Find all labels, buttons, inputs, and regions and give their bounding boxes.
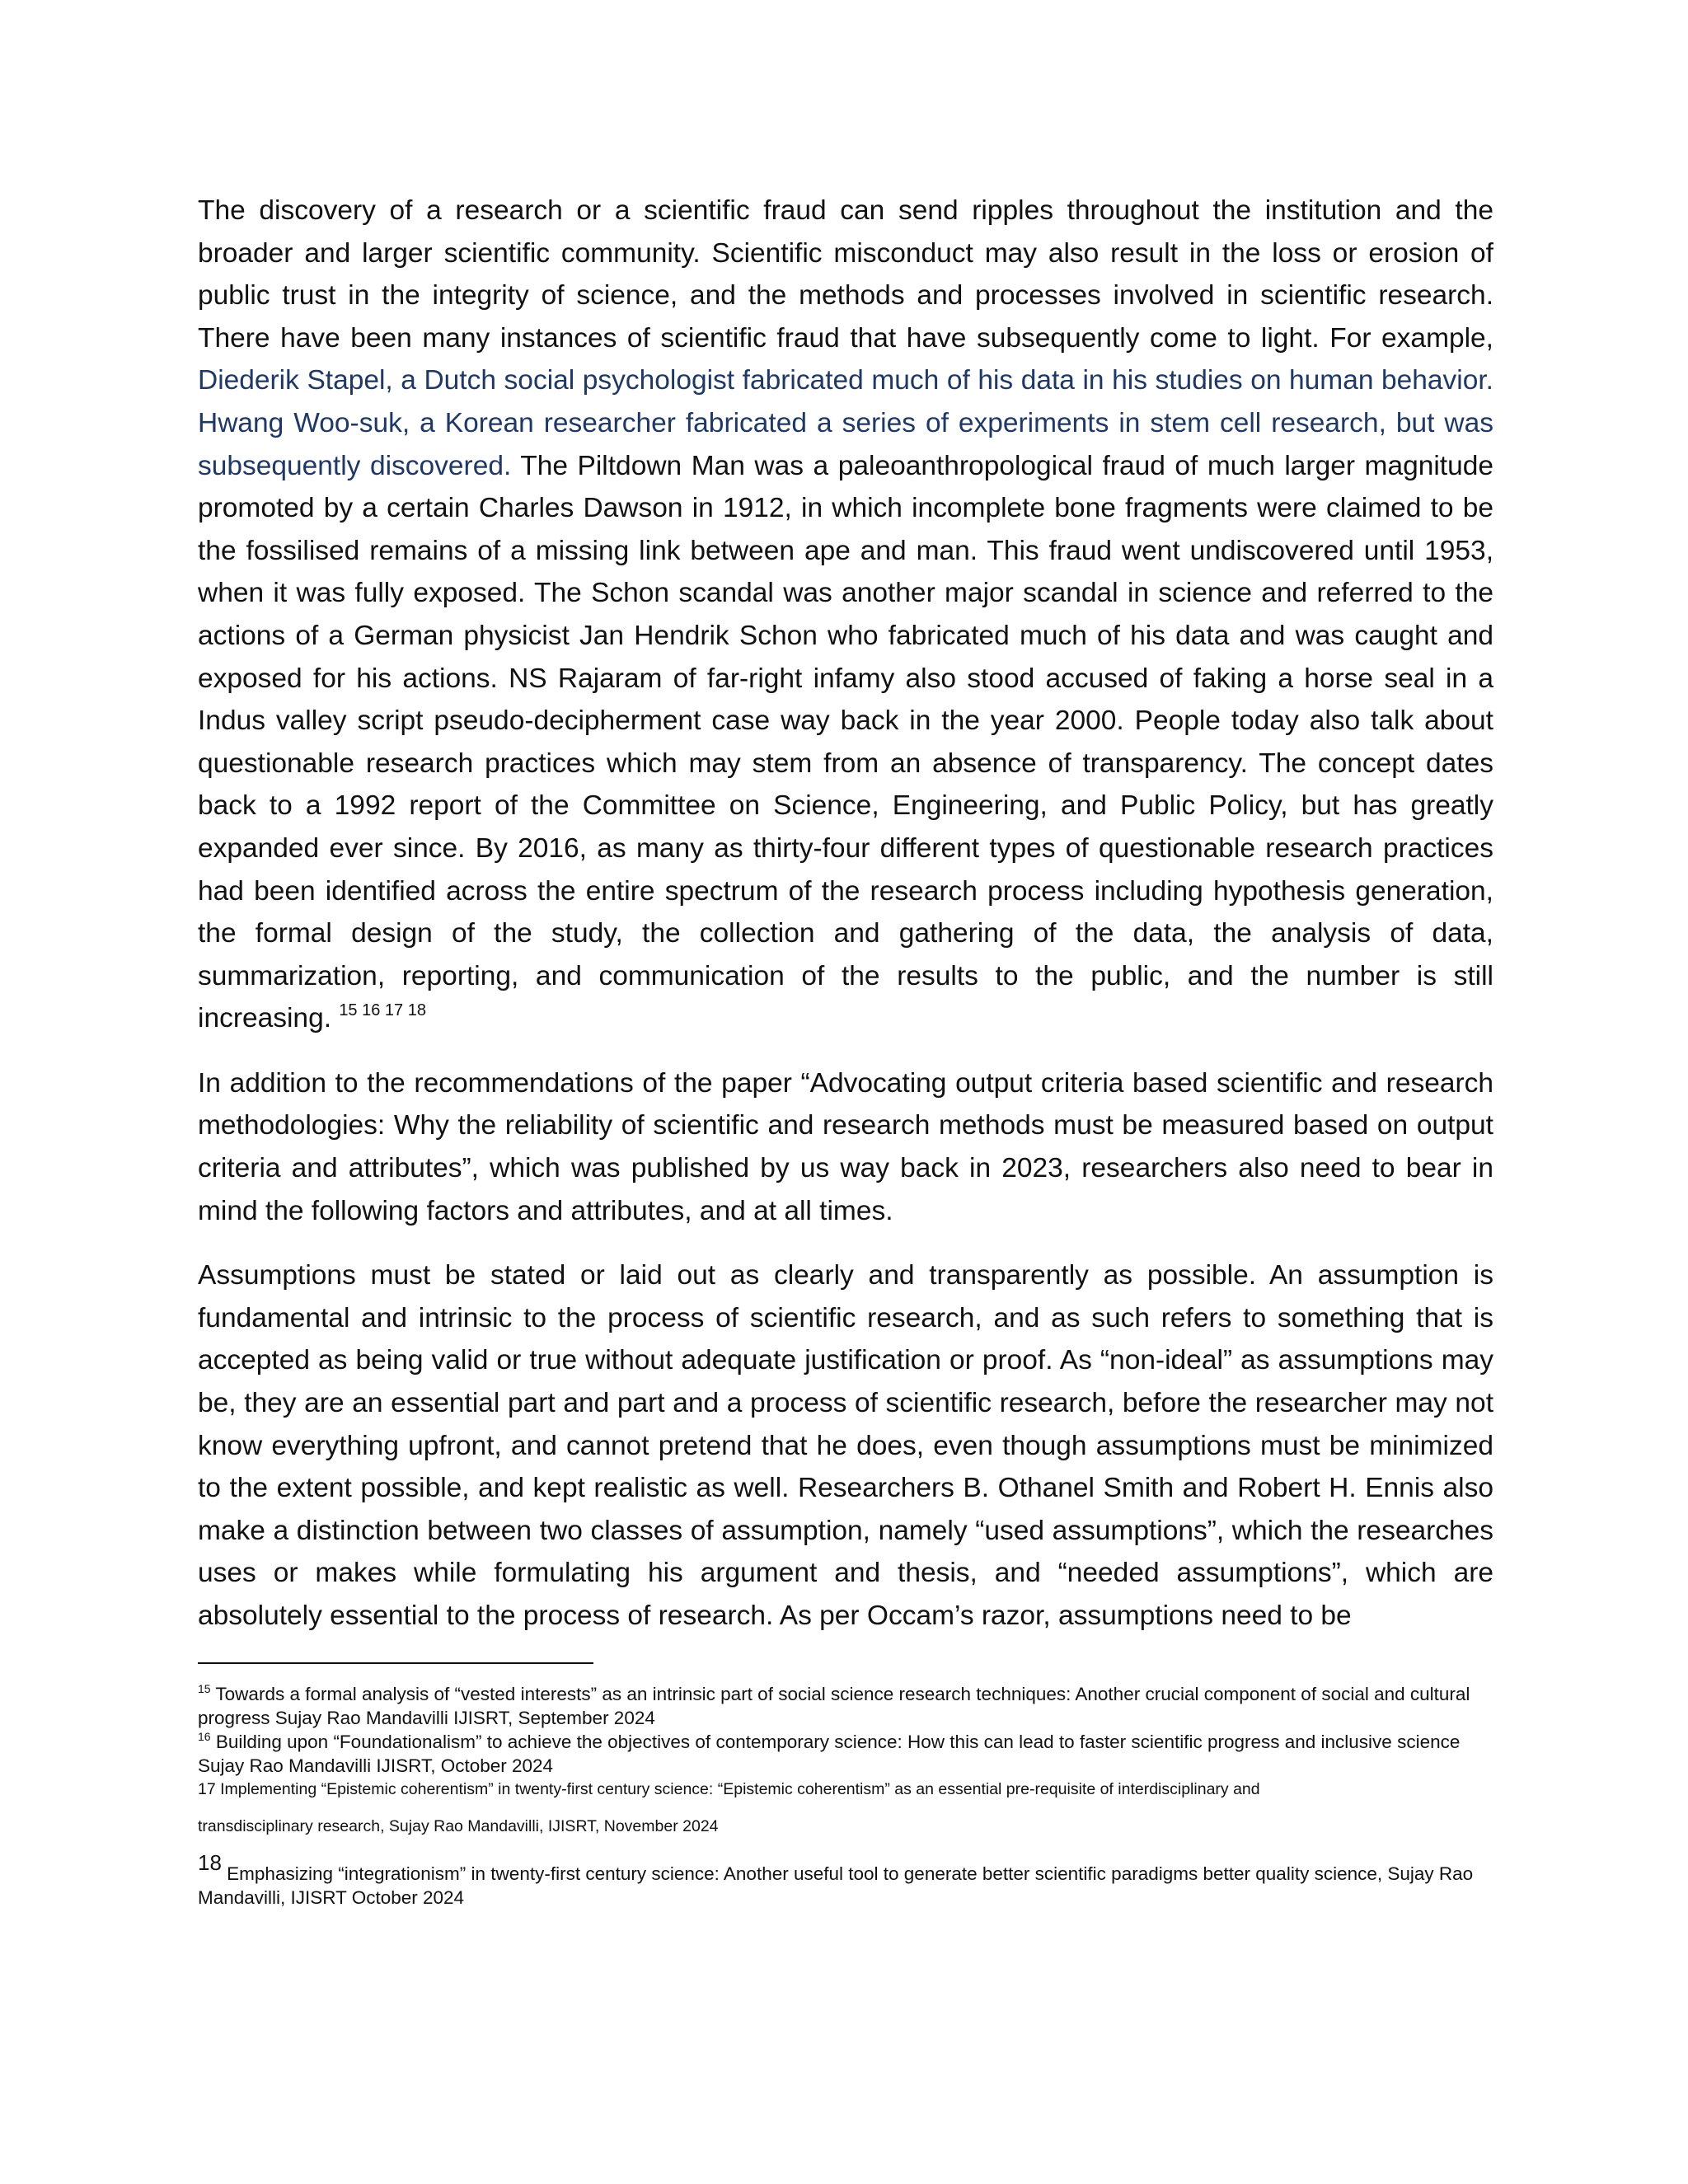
- footnote-text: Towards a formal analysis of “vested interests” as an intrinsic part of social science research techniques: Another crucial component of social and cultural progress Sujay Rao Mandavilli IJISRT, September 2024: [198, 1683, 1470, 1728]
- document-page: [198, 190, 1493, 1910]
- footnote-15: [198, 1682, 1493, 1730]
- link-hwang-woo-suk[interactable]: Hwang Woo-suk, a Korean researcher fabricated a series of experiments in stem cell research, but was subsequently discovered.: [198, 407, 1493, 481]
- paragraph-text: In addition to the recommendations of the paper “Advocating output criteria based scientific and research methodologies: Why the reliability of scientific and research methods must be measured based on output criteria and attributes”, which was published by us way back in 2023, researchers also need to bear in mind the following factors and attributes, and at all times.: [198, 1067, 1493, 1226]
- footnote-16: [198, 1730, 1493, 1778]
- footnotes: [198, 1682, 1493, 1910]
- paragraph-part-intro: The discovery of a research or a scientific fraud can send ripples throughout the institution and the broader and larger scientific community. Scientific misconduct may also result in the loss or erosion of public trust in the integrity of science, and the methods and processes involved in scientific research. There have been many instances of scientific fraud that have subsequently come to light. For example,: [198, 195, 1493, 354]
- footnote-mark: 16: [198, 1729, 211, 1743]
- footnote-references[interactable]: 15 16 17 18: [339, 1001, 426, 1020]
- footnote-17-line-2: transdisciplinary research, Sujay Rao Mandavilli, IJISRT, November 2024: [198, 1816, 719, 1835]
- footnote-17-line-1: 17 Implementing “Epistemic coherentism” in twenty-first century science: “Epistemic coherentism” as an essential pre-requisite of interdisciplinary and: [198, 1779, 1260, 1798]
- paragraph-scientific-fraud: [198, 190, 1493, 1040]
- footnote-text: Building upon “Foundationalism” to achieve the objectives of contemporary science: How this can lead to faster scientific progress and inclusive science Sujay Rao Mandavilli IJISRT, October 2024: [198, 1731, 1461, 1776]
- paragraph-assumptions: [198, 1254, 1493, 1637]
- link-diederik-stapel[interactable]: Diederik Stapel, a Dutch social psychologist fabricated much of his data in his studies on human behavior.: [198, 365, 1493, 396]
- paragraph-recommendations: [198, 1062, 1493, 1232]
- footnote-18: [198, 1849, 1493, 1910]
- paragraph-text: [198, 190, 1493, 1040]
- footnote-separator: [198, 1662, 593, 1664]
- footnote-mark: 15: [198, 1681, 211, 1695]
- paragraph-text: Assumptions must be stated or laid out as clearly and transparently as possible. An assumption is fundamental and intrinsic to the process of scientific research, and as such refers to something that is accepted as being valid or true without adequate justification or proof. As “non-ideal” as assumptions may be, they are an essential part and part and a process of scientific research, before the researcher may not know everything upfront, and cannot pretend that he does, even though assumptions must be minimized to the extent possible, and kept realistic as well. Researchers B. Othanel Smith and Robert H. Ennis also make a distinction between two classes of assumption, namely “used assumptions”, which the researches uses or makes while formulating his argument and thesis, and “needed assumptions”, which are absolutely essential to the process of research. As per Occam’s razor, assumptions need to be: [198, 1260, 1493, 1631]
- paragraph-part-rest: The Piltdown Man was a paleoanthropological fraud of much larger magnitude promoted by a certain Charles Dawson in 1912, in which incomplete bone fragments were claimed to be the fossilised remains of a missing link between ape and man. This fraud went undiscovered until 1953, when it was fully exposed. The Schon scandal was another major scandal in science and referred to the actions of a German physicist Jan Hendrik Schon who fabricated much of his data and was caught and exposed for his actions. NS Rajaram of far-right infamy also stood accused of faking a horse seal in a Indus valley script pseudo-decipherment case way back in the year 2000. People today also talk about questionable research practices which may stem from an absence of transparency. The concept dates back to a 1992 report of the Committee on Science, Engineering, and Public Policy, but has greatly expanded ever since. By 2016, as many as thirty-four different types of questionable research practices had been identified across the entire spectrum of the research process including hypothesis generation, the formal design of the study, the collection and gathering of the data, the analysis of data, summarization, reporting, and communication of the results to the public, and the number is still increasing.: [198, 450, 1493, 1034]
- footnote-text: Emphasizing “integrationism” in twenty-first century science: Another useful tool to generate better scientific paradigms better quality science, Sujay Rao Mandavilli, IJISRT October 2024: [198, 1863, 1474, 1908]
- footnote-mark: 18: [198, 1849, 222, 1875]
